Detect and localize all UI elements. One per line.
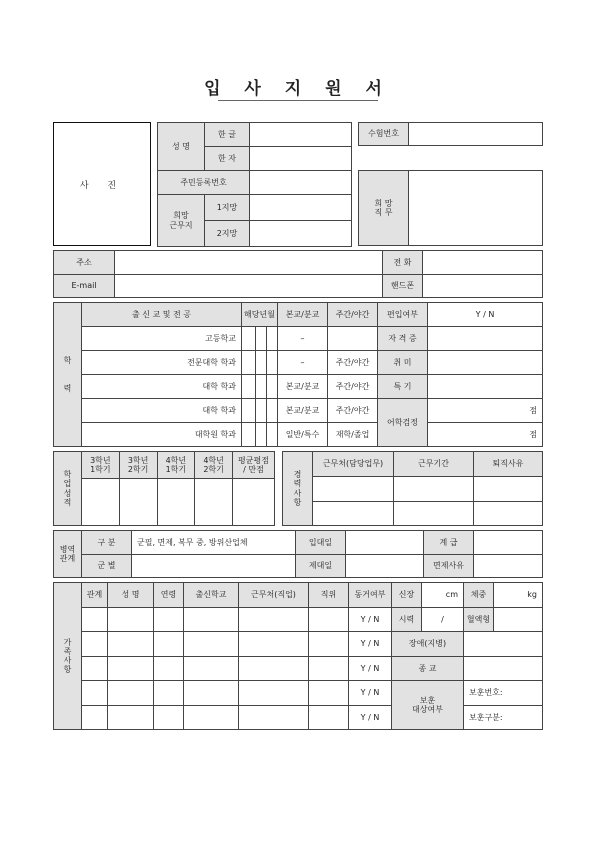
grade-header: 평균평점 / 만점 bbox=[233, 452, 275, 479]
education-table bbox=[53, 302, 543, 447]
edu-date-cell[interactable] bbox=[256, 375, 267, 399]
edu-row-time: 재학/졸업 bbox=[328, 423, 378, 447]
edu-row-campus: – bbox=[278, 351, 328, 375]
blood-label: 혈액형 bbox=[464, 607, 494, 632]
exam-number-field[interactable] bbox=[409, 123, 543, 146]
email-field[interactable] bbox=[115, 274, 383, 298]
religion-label: 종 교 bbox=[392, 656, 464, 681]
edu-row-time bbox=[328, 327, 378, 351]
edu-row-campus: 일반/특수 bbox=[278, 423, 328, 447]
career-field[interactable] bbox=[313, 477, 394, 502]
family-header-cohabit: 동거여부 bbox=[349, 583, 392, 608]
cohabit-yn[interactable]: Y / N bbox=[349, 656, 392, 681]
family-side-label: 가 족 사 항 bbox=[54, 583, 82, 730]
career-header-period: 근무기간 bbox=[394, 452, 474, 477]
family-cell[interactable] bbox=[239, 632, 309, 657]
edu-header-school: 출 신 교 및 전 공 bbox=[82, 303, 242, 327]
family-cell[interactable] bbox=[239, 656, 309, 681]
desired-job-field[interactable] bbox=[409, 171, 543, 246]
cohabit-yn[interactable]: Y / N bbox=[349, 607, 392, 632]
first-choice-field[interactable] bbox=[250, 195, 352, 221]
edu-date-cell[interactable] bbox=[267, 375, 278, 399]
family-cell[interactable] bbox=[184, 656, 239, 681]
career-field[interactable] bbox=[394, 501, 474, 526]
phone-field[interactable] bbox=[423, 251, 543, 275]
disability-label: 장애(지병) bbox=[392, 632, 464, 657]
grade-header: 3학년 2학기 bbox=[119, 452, 157, 479]
grades-side-label: 학 업 성 적 bbox=[54, 452, 82, 526]
family-header-relation: 관계 bbox=[82, 583, 108, 608]
family-header-job: 근무처(직업) bbox=[239, 583, 309, 608]
family-cell[interactable] bbox=[82, 632, 108, 657]
career-field[interactable] bbox=[394, 477, 474, 502]
personal-info-table bbox=[157, 122, 352, 247]
grade-field[interactable] bbox=[119, 479, 157, 526]
family-cell[interactable] bbox=[82, 681, 108, 706]
edu-date-cell[interactable] bbox=[267, 327, 278, 351]
name-label: 성 명 bbox=[158, 123, 205, 171]
edu-row-school: 대학원 학과 bbox=[82, 423, 242, 447]
family-cell[interactable] bbox=[239, 705, 309, 730]
skill-label: 특 기 bbox=[378, 375, 428, 399]
exempt-field[interactable] bbox=[474, 554, 543, 578]
mobile-field[interactable] bbox=[423, 274, 543, 298]
phone-label: 전 화 bbox=[383, 251, 423, 275]
career-header-place: 근무처(담당업무) bbox=[313, 452, 394, 477]
edu-date-cell[interactable] bbox=[242, 327, 256, 351]
edu-header-date: 해당년월 bbox=[242, 303, 278, 327]
family-cell[interactable] bbox=[309, 681, 349, 706]
edu-date-cell[interactable] bbox=[242, 399, 256, 423]
desired-place-label: 희망 근무지 bbox=[158, 195, 205, 247]
education-side-label: 학 력 bbox=[54, 303, 82, 447]
second-choice-label: 2지망 bbox=[205, 221, 250, 247]
certificate-field[interactable] bbox=[428, 327, 543, 351]
edu-date-cell[interactable] bbox=[256, 423, 267, 447]
edu-header-time: 주간/야간 bbox=[328, 303, 378, 327]
family-cell[interactable] bbox=[184, 632, 239, 657]
family-header-name: 성 명 bbox=[108, 583, 154, 608]
grade-field[interactable] bbox=[195, 479, 233, 526]
discharge-label: 제대일 bbox=[296, 554, 346, 578]
grade-header: 4학년 1학기 bbox=[157, 452, 195, 479]
weight-unit[interactable]: kg bbox=[494, 583, 543, 608]
family-cell[interactable] bbox=[184, 705, 239, 730]
edu-row-school: 대학 학과 bbox=[82, 399, 242, 423]
family-header-school: 출신학교 bbox=[184, 583, 239, 608]
hobby-field[interactable] bbox=[428, 351, 543, 375]
name-hanja-label: 한 자 bbox=[205, 147, 250, 171]
edu-row-school: 대학 학과 bbox=[82, 375, 242, 399]
edu-row-campus: 본교/분교 bbox=[278, 399, 328, 423]
blood-field[interactable] bbox=[494, 607, 543, 632]
edu-header-transfer: 편입여부 bbox=[378, 303, 428, 327]
branch-label: 군 별 bbox=[82, 554, 132, 578]
name-hangul-field[interactable] bbox=[250, 123, 352, 147]
rank-label: 계 급 bbox=[424, 531, 474, 555]
veteran-number[interactable]: 보훈번호: bbox=[464, 681, 543, 706]
family-cell[interactable] bbox=[108, 681, 154, 706]
family-cell[interactable] bbox=[239, 607, 309, 632]
edu-row-time: 주간/야간 bbox=[328, 351, 378, 375]
language-score-2[interactable]: 점 bbox=[428, 423, 543, 447]
photo-label: 사 진 bbox=[79, 180, 125, 191]
disability-field[interactable] bbox=[464, 632, 543, 657]
family-cell[interactable] bbox=[108, 632, 154, 657]
edu-date-cell[interactable] bbox=[267, 399, 278, 423]
height-unit[interactable]: cm bbox=[422, 583, 464, 608]
career-table bbox=[282, 451, 543, 526]
career-field[interactable] bbox=[313, 501, 394, 526]
veteran-type[interactable]: 보훈구분: bbox=[464, 705, 543, 730]
family-header-age: 연령 bbox=[154, 583, 184, 608]
edu-date-cell[interactable] bbox=[267, 423, 278, 447]
military-type-label: 구 분 bbox=[82, 531, 132, 555]
first-choice-label: 1지망 bbox=[205, 195, 250, 221]
hobby-label: 취 미 bbox=[378, 351, 428, 375]
family-cell[interactable] bbox=[309, 656, 349, 681]
discharge-field[interactable] bbox=[346, 554, 424, 578]
branch-field[interactable] bbox=[132, 554, 296, 578]
edu-row-time: 주간/야간 bbox=[328, 399, 378, 423]
family-cell[interactable] bbox=[154, 705, 184, 730]
veteran-label: 보훈 대상여부 bbox=[392, 681, 464, 730]
career-field[interactable] bbox=[474, 477, 543, 502]
edu-date-cell[interactable] bbox=[267, 351, 278, 375]
family-cell[interactable] bbox=[154, 681, 184, 706]
rrn-label: 주민등록번호 bbox=[158, 171, 250, 195]
edu-row-campus: 본교/분교 bbox=[278, 375, 328, 399]
edu-row-campus: – bbox=[278, 327, 328, 351]
photo-box[interactable] bbox=[53, 122, 151, 246]
family-cell[interactable] bbox=[309, 632, 349, 657]
edu-date-cell[interactable] bbox=[256, 327, 267, 351]
grade-field[interactable] bbox=[82, 479, 120, 526]
military-side-label: 병역 관계 bbox=[54, 531, 82, 578]
cohabit-yn[interactable]: Y / N bbox=[349, 705, 392, 730]
email-label: E-mail bbox=[54, 274, 115, 298]
enlist-field[interactable] bbox=[346, 531, 424, 555]
edu-date-cell[interactable] bbox=[242, 423, 256, 447]
form-title: 입 사 지 원 서 bbox=[204, 79, 391, 99]
language-test-label: 어학검정 bbox=[378, 399, 428, 447]
family-cell[interactable] bbox=[82, 656, 108, 681]
desired-job-label: 희 망 직 무 bbox=[359, 171, 409, 246]
grade-field[interactable] bbox=[233, 479, 275, 526]
edu-header-campus: 본교/분교 bbox=[278, 303, 328, 327]
edu-date-cell[interactable] bbox=[242, 351, 256, 375]
certificate-label: 자 격 증 bbox=[378, 327, 428, 351]
family-table bbox=[53, 582, 543, 730]
language-score-1[interactable]: 점 bbox=[428, 399, 543, 423]
grades-table bbox=[53, 451, 275, 526]
family-cell[interactable] bbox=[82, 705, 108, 730]
family-cell[interactable] bbox=[309, 607, 349, 632]
family-header-position: 직위 bbox=[309, 583, 349, 608]
edu-row-time: 주간/야간 bbox=[328, 375, 378, 399]
mobile-label: 핸드폰 bbox=[383, 274, 423, 298]
career-header-reason: 퇴직사유 bbox=[474, 452, 543, 477]
military-type-value[interactable]: 군필, 면제, 복무 중, 방위산업체 bbox=[132, 531, 296, 555]
exam-number-label: 수험번호 bbox=[359, 123, 409, 146]
exam-number-table bbox=[358, 122, 543, 146]
edu-date-cell[interactable] bbox=[242, 375, 256, 399]
family-cell[interactable] bbox=[309, 705, 349, 730]
edu-date-cell[interactable] bbox=[256, 399, 267, 423]
family-cell[interactable] bbox=[154, 656, 184, 681]
title-underline bbox=[218, 100, 378, 101]
family-cell[interactable] bbox=[239, 681, 309, 706]
grade-header: 4학년 2학기 bbox=[195, 452, 233, 479]
family-cell[interactable] bbox=[184, 681, 239, 706]
grade-header: 3학년 1학기 bbox=[82, 452, 120, 479]
cohabit-yn[interactable]: Y / N bbox=[349, 681, 392, 706]
religion-field[interactable] bbox=[464, 656, 543, 681]
second-choice-field[interactable] bbox=[250, 221, 352, 247]
vision-label: 시력 bbox=[392, 607, 422, 632]
exempt-label: 면제사유 bbox=[424, 554, 474, 578]
name-hanja-field[interactable] bbox=[250, 147, 352, 171]
grade-field[interactable] bbox=[157, 479, 195, 526]
name-hangul-label: 한 글 bbox=[205, 123, 250, 147]
family-cell[interactable] bbox=[82, 607, 108, 632]
vision-sep[interactable]: / bbox=[422, 607, 464, 632]
rrn-field[interactable] bbox=[250, 171, 352, 195]
enlist-label: 입대일 bbox=[296, 531, 346, 555]
military-table bbox=[53, 530, 543, 578]
rank-field[interactable] bbox=[474, 531, 543, 555]
edu-row-school: 전문대학 학과 bbox=[82, 351, 242, 375]
desired-job-table bbox=[358, 170, 543, 246]
height-label: 신장 bbox=[392, 583, 422, 608]
edu-row-school: 고등학교 bbox=[82, 327, 242, 351]
family-cell[interactable] bbox=[184, 607, 239, 632]
weight-label: 체중 bbox=[464, 583, 494, 608]
address-label: 주소 bbox=[54, 251, 115, 275]
family-cell[interactable] bbox=[108, 656, 154, 681]
edu-date-cell[interactable] bbox=[256, 351, 267, 375]
family-cell[interactable] bbox=[108, 705, 154, 730]
cohabit-yn[interactable]: Y / N bbox=[349, 632, 392, 657]
transfer-yn[interactable]: Y / N bbox=[428, 303, 543, 327]
contact-table bbox=[53, 250, 543, 298]
family-cell[interactable] bbox=[154, 632, 184, 657]
address-field[interactable] bbox=[115, 251, 383, 275]
skill-field[interactable] bbox=[428, 375, 543, 399]
family-cell[interactable] bbox=[108, 607, 154, 632]
career-field[interactable] bbox=[474, 501, 543, 526]
family-cell[interactable] bbox=[154, 607, 184, 632]
career-side-label: 경 력 사 항 bbox=[283, 452, 313, 526]
